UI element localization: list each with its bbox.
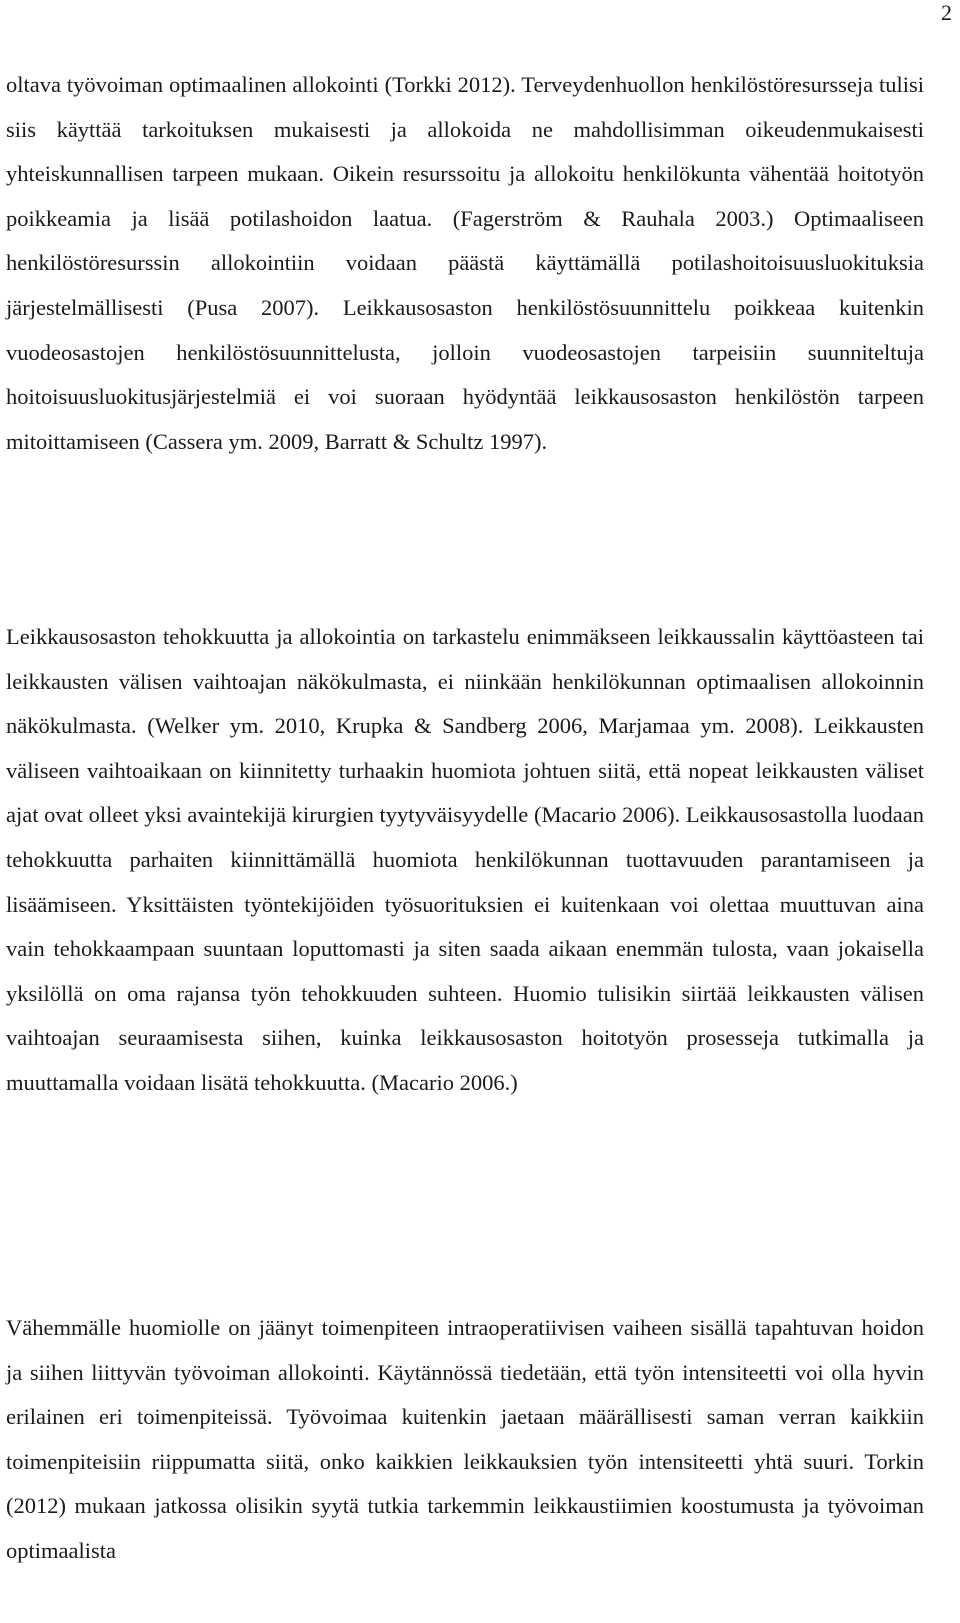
page-number: 2 <box>941 0 952 25</box>
body-paragraph-3: Vähemmälle huomiolle on jäänyt toimenpiteen intraoperatiivisen vaiheen sisällä tapahtuvan hoidon ja siihen liittyvän työvoiman allokointi. Käytännössä tiedetään, että työn intensiteetti voi olla hyvin erilainen eri toimenpiteissä. Työvoimaa kuitenkin jaetaan määrällisesti saman verran kaikkiin toimenpiteisiin riippumatta siitä, onko kaikkien leikkauksien työn intensiteetti yhtä suuri. Torkin (2012) mukaan jatkossa olisikin syytä tutkia tarkemmin leikkaustiimien koostumusta ja työvoiman optimaalista <box>6 1315 924 1563</box>
body-paragraph-2: Leikkausosaston tehokkuutta ja allokointia on tarkastelu enimmäkseen leikkaussalin käyttöasteen tai leikkausten välisen vaihtoajan näkökulmasta, ei niinkään henkilökunnan optimaalisen allokoinnin näkökulmasta. (Welker ym. 2010, Krupka & Sandberg 2006, Marjamaa ym. 2008). Leikkausten väliseen vaihtoaikaan on kiinnitetty turhaakin huomiota johtuen siitä, että nopeat leikkausten väliset ajat ovat olleet yksi avaintekijä kirurgien tyytyväisyydelle (Macario 2006). Leikkausosastolla luodaan tehokkuutta parhaiten kiinnittämällä huomiota henkilökunnan tuottavuuden parantamiseen ja lisäämiseen. Yksittäisten työntekijöiden työsuorituksien ei kuitenkaan voi olettaa muuttuvan aina vain tehokkaampaan suuntaan loputtomasti ja siten saada aikaan enemmän tulosta, vaan jokaisella yksilöllä on oma rajansa työn tehokkuuden suhteen. Huomio tulisikin siirtää leikkausten välisen vaihtoajan seuraamisesta siihen, kuinka leikkausosaston hoitotyön prosesseja tutkimalla ja muuttamalla voidaan lisätä tehokkuutta. (Macario 2006.) <box>6 624 924 1095</box>
body-paragraph-1: oltava työvoiman optimaalinen allokointi (Torkki 2012). Terveydenhuollon henkilöstöresursseja tulisi siis käyttää tarkoituksen mukaisesti ja allokoida ne mahdollisimman oikeudenmukaisesti yhteiskunnallisen tarpeen mukaan. Oikein resurssoitu ja allokoitu henkilökunta vähentää hoitotyön poikkeamia ja lisää potilashoidon laatua. (Fagerström & Rauhala 2003.) Optimaaliseen henkilöstöresurssin allokointiin voidaan päästä käyttämällä potilashoitoisuusluokituksia järjestelmällisesti (Pusa 2007). Leikkausosaston henkilöstösuunnittelu poikkeaa kuitenkin vuodeosastojen henkilöstösuunnittelusta, jolloin vuodeosastojen tarpeisiin suunniteltuja hoitoisuusluokitusjärjestelmiä ei voi suoraan hyödyntää leikkausosaston henkilöstön tarpeen mitoittamiseen (Cassera ym. 2009, Barratt & Schultz 1997). <box>6 72 924 454</box>
